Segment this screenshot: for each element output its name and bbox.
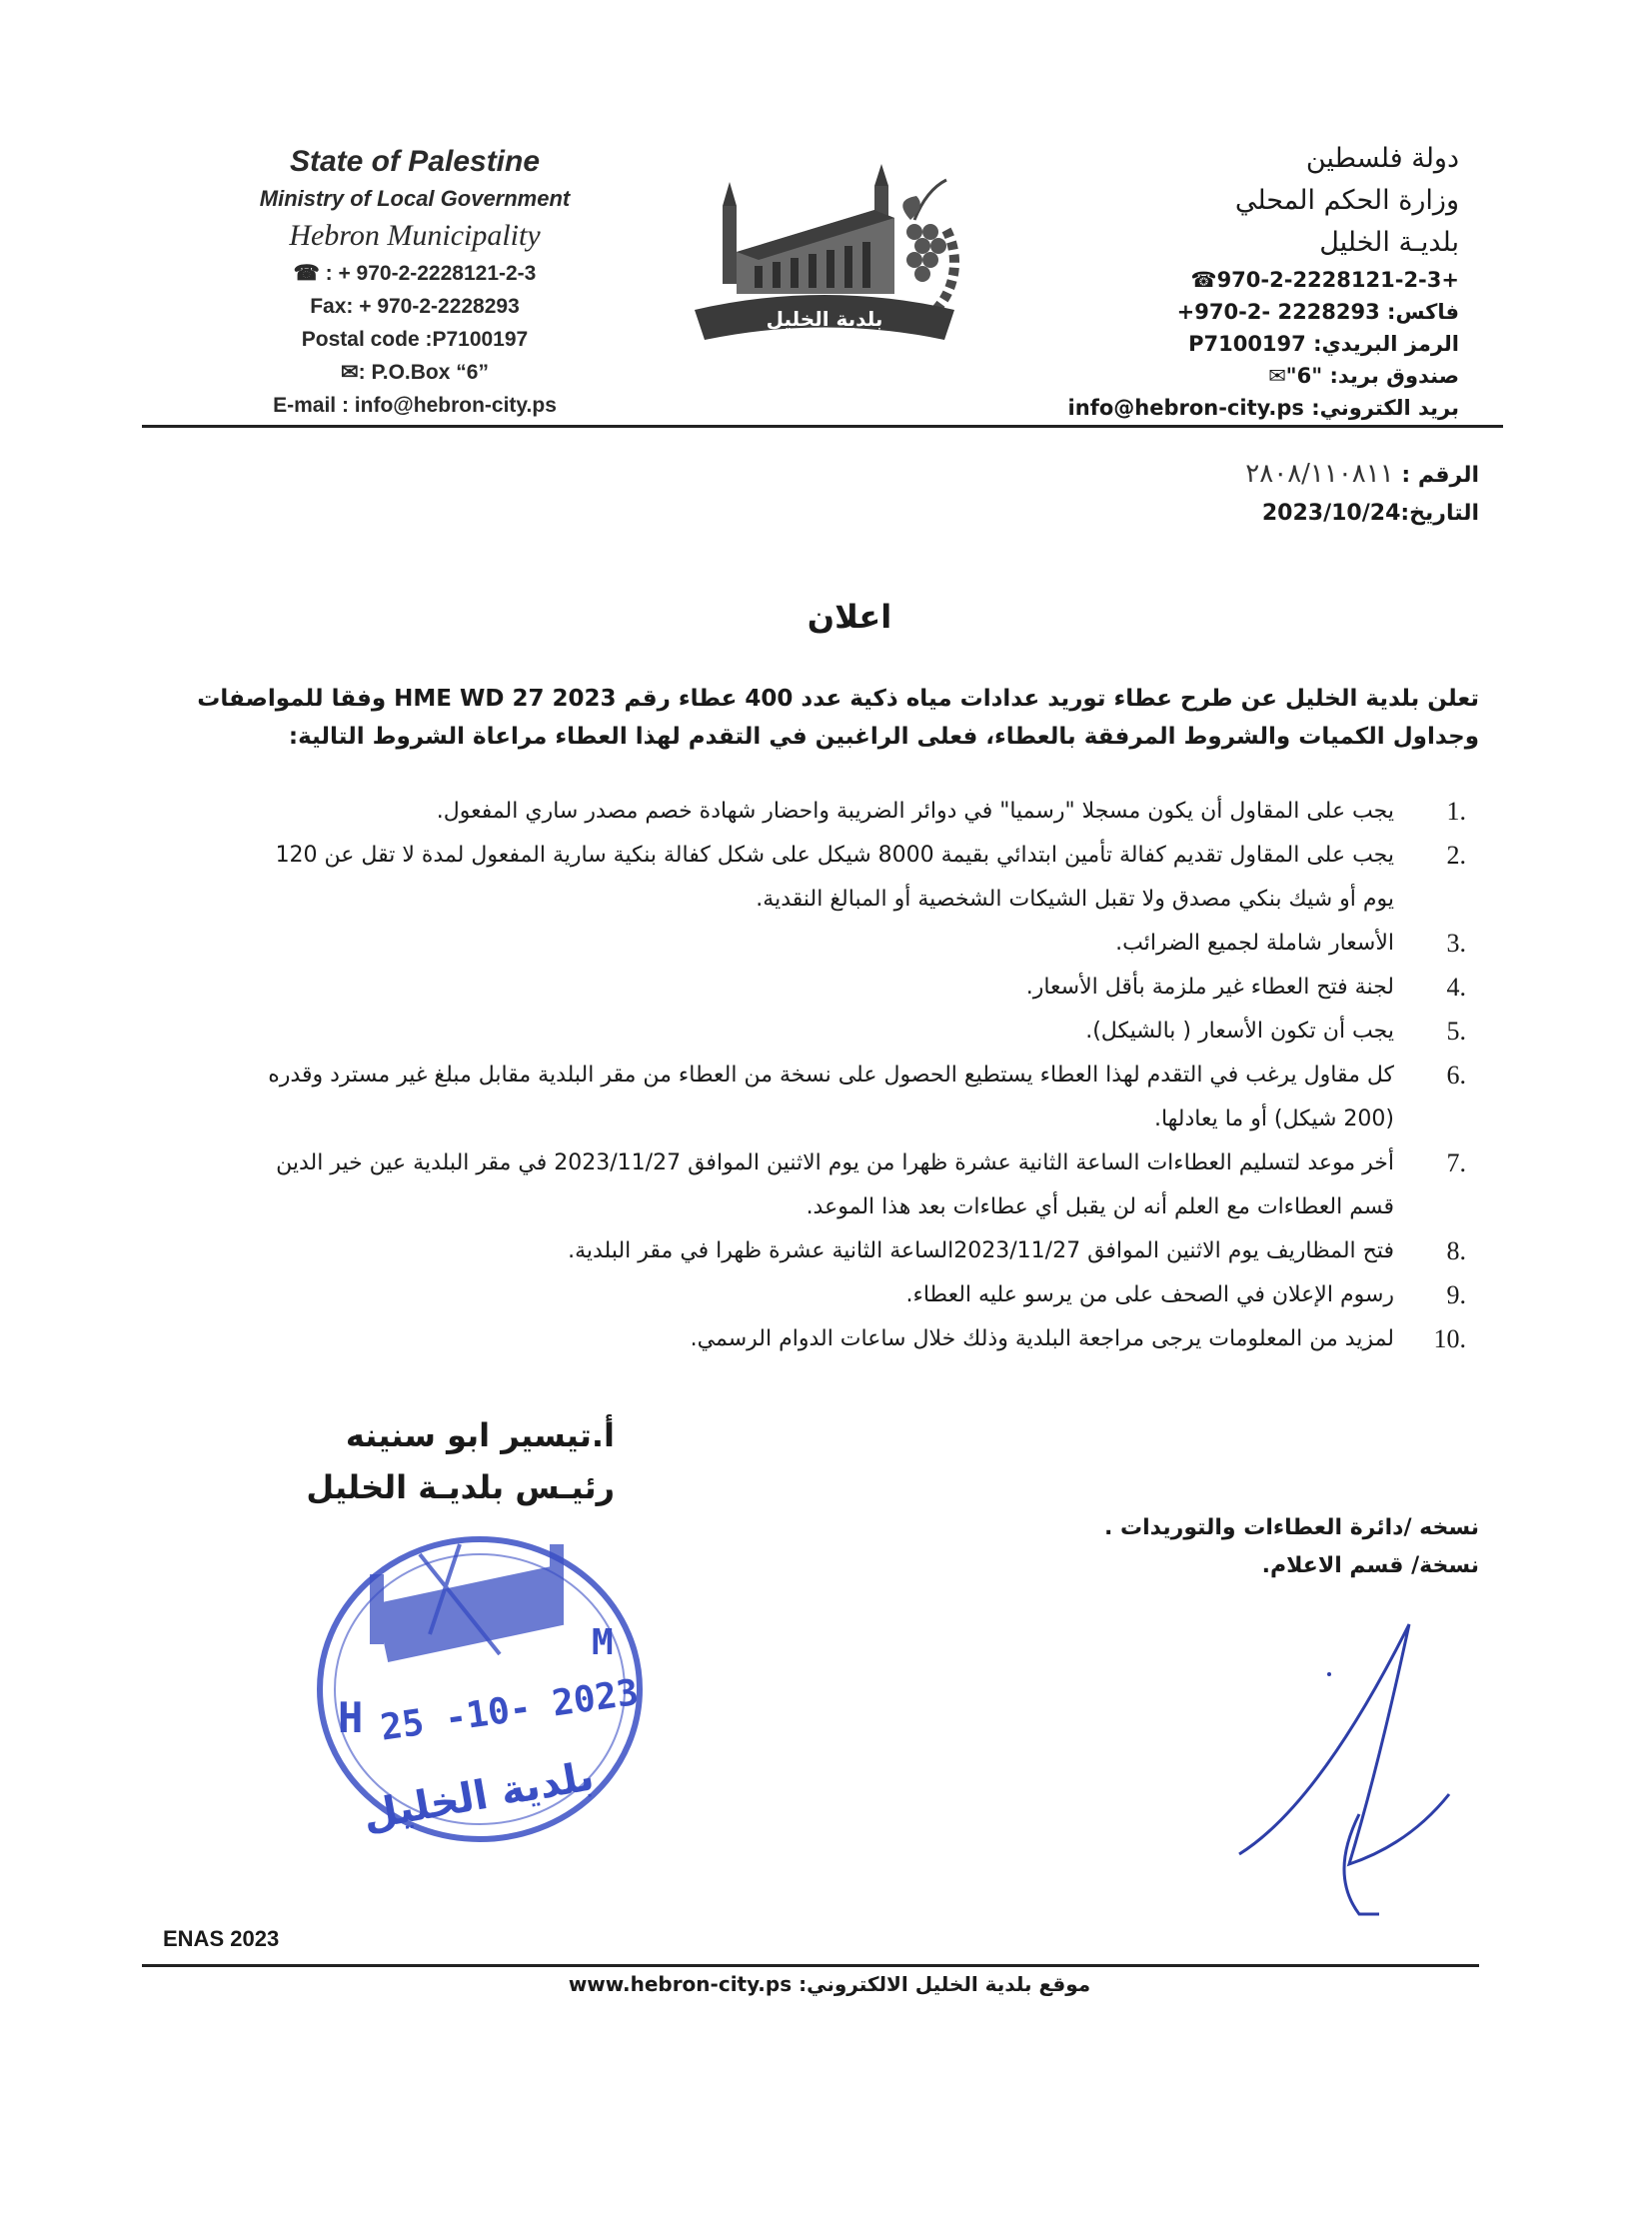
condition-item <box>250 834 1466 922</box>
reference-date-label: التاريخ: <box>1400 501 1479 526</box>
condition-number: 2. <box>1446 841 1466 870</box>
signatory-position: رئيـس بلديـة الخليل <box>306 1468 615 1506</box>
condition-text: لجنة فتح العطاء غير ملزمة بأقل الأسعار. <box>1025 975 1394 1000</box>
condition-number: 4. <box>1446 973 1466 1002</box>
condition-text: لمزيد من المعلومات يرجى مراجعة البلدية وذلك خلال ساعات الدوام الرسمي. <box>690 1326 1394 1351</box>
header-divider <box>142 425 1503 428</box>
copy-line: نسخه /دائرة العطاءات والتوريدات . <box>1104 1515 1479 1540</box>
arabic-postal-code: الرمز البريدي: P7100197 <box>1188 332 1459 356</box>
conditions-list <box>250 790 1466 1361</box>
copy-line: نسخة/ قسم الاعلام. <box>1261 1553 1479 1578</box>
condition-text: يجب على المقاول تقديم كفالة تأمين ابتدائي بقيمة 8000 شيكل على شكل كفالة بنكية سارية المفعول لمدة لا تقل عن 120 يوم أو شيك بنكي مصدق ولا تقبل الشيكات الشخصية أو المبالغ النقدية. <box>275 843 1394 912</box>
signatory-block <box>215 1409 615 1513</box>
english-fax: Fax: + 970-2-2228293 <box>310 295 520 318</box>
english-state-name: State of Palestine <box>289 145 541 178</box>
condition-text: الأسعار شاملة لجميع الضرائب. <box>1115 931 1394 956</box>
arabic-pobox: صندوق بريد: "6"✉ <box>1268 364 1459 388</box>
document-code: ENAS 2023 <box>163 1926 280 1951</box>
arabic-fax: فاكس: 2228293 -2-970+ <box>1176 300 1459 324</box>
condition-item <box>250 1141 1466 1229</box>
english-ministry-name: Ministry of Local Government <box>259 186 571 211</box>
english-letterhead <box>205 142 625 422</box>
condition-text: يجب أن تكون الأسعار ( بالشيكل). <box>1085 1019 1394 1044</box>
condition-item <box>250 1273 1466 1317</box>
condition-text: كل مقاول يرغب في التقدم لهذا العطاء يستطيع الحصول على نسخة من العطاء من مقر البلدية مقابل مبلغ غير مسترد وقدره (200 شيكل) أو ما يعادلها. <box>268 1063 1394 1131</box>
arabic-email: بريد الكتروني: info@hebron-city.ps <box>1067 396 1459 420</box>
stamp-left-letter: H <box>338 1693 364 1742</box>
reference-number-row <box>1159 455 1479 495</box>
footer-website: موقع بلدية الخليل الالكتروني: www.hebron-city.ps <box>568 1972 1091 1996</box>
reference-number-label: الرقم : <box>1401 463 1479 488</box>
handwritten-signature <box>1229 1614 1469 1934</box>
copies-block <box>1059 1509 1479 1585</box>
arabic-phone: +970-2-2228121-2-3☎ <box>1190 268 1459 292</box>
arabic-municipality-name: بلديـة الخليل <box>1319 227 1459 258</box>
condition-item <box>250 790 1466 834</box>
condition-number: 8. <box>1446 1236 1466 1265</box>
logo-banner-text: بلدية الخليل <box>766 307 883 331</box>
condition-item <box>250 1229 1466 1273</box>
condition-text: أخر موعد لتسليم العطاءات الساعة الثانية عشرة ظهرا من يوم الاثنين الموافق 2023/11/27 في مقر البلدية عين خير الدين قسم العطاءات مع العلم أنه لن يقبل أي عطاءات بعد هذا الموعد. <box>276 1150 1394 1219</box>
reference-date-value: 2023/10/24 <box>1261 501 1401 526</box>
condition-number: 1. <box>1446 797 1466 826</box>
english-pobox: ✉: P.O.Box “6” <box>341 361 489 384</box>
condition-number: 6. <box>1446 1061 1466 1090</box>
announcement-intro: تعلن بلدية الخليل عن طرح عطاء توريد عدادات مياه ذكية عدد 400 عطاء رقم HME WD 27 2023 وفقا للمواصفات وجداول الكميات والشروط المرفقة بالعطاء، فعلى الراغبين في التقدم لهذا العطاء مراعاة الشروط التالية: <box>197 686 1479 750</box>
stamp-icon <box>300 1514 660 1854</box>
arabic-letterhead <box>1059 138 1459 424</box>
english-email: E-mail : info@hebron-city.ps <box>273 394 557 417</box>
mosque-logo-icon <box>675 160 974 360</box>
arabic-state-name: دولة فلسطين <box>1305 143 1459 174</box>
arabic-ministry-name: وزارة الحكم المحلي <box>1234 185 1459 216</box>
condition-number: 9. <box>1446 1280 1466 1309</box>
reference-date-row <box>1159 495 1479 533</box>
stamp-text: بلدية الخليل <box>359 1753 598 1840</box>
footer-divider <box>142 1964 1479 1967</box>
condition-number: 7. <box>1446 1148 1466 1177</box>
condition-item <box>250 966 1466 1010</box>
municipality-logo <box>675 160 974 360</box>
announcement-title: اعلان <box>807 598 892 636</box>
condition-text: رسوم الإعلان في الصحف على من يرسو عليه العطاء. <box>905 1282 1394 1307</box>
english-municipality-name: Hebron Municipality <box>289 219 541 252</box>
condition-number: 3. <box>1446 929 1466 958</box>
stamp-right-letter: M <box>592 1622 614 1663</box>
reference-number-value: ٢٨٠٨/١١٠٨١١ <box>1245 459 1394 489</box>
signatory-name: أ.تيسير ابو سنينه <box>345 1416 615 1454</box>
english-postal-code: Postal code :P7100197 <box>301 328 529 351</box>
condition-number: 5. <box>1446 1017 1466 1046</box>
condition-number: 10. <box>1433 1324 1466 1353</box>
condition-item <box>250 1054 1466 1141</box>
english-phone: ☎ : + 970-2-2228121-2-3 <box>293 262 537 285</box>
condition-item <box>250 1010 1466 1054</box>
stamp-date: 25 -10- 2023 <box>378 1671 642 1749</box>
condition-item <box>250 922 1466 966</box>
reference-block <box>1159 455 1479 533</box>
official-stamp <box>300 1514 660 1854</box>
condition-text: يجب على المقاول أن يكون مسجلا "رسميا" في دوائر الضريبة واحضار شهادة خصم مصدر ساري المفعول. <box>436 799 1394 824</box>
condition-text: فتح المظاريف يوم الاثنين الموافق 2023/11/27الساعة الثانية عشرة ظهرا في مقر البلدية. <box>568 1238 1394 1263</box>
condition-item <box>250 1317 1466 1361</box>
signature-icon <box>1229 1614 1469 1934</box>
